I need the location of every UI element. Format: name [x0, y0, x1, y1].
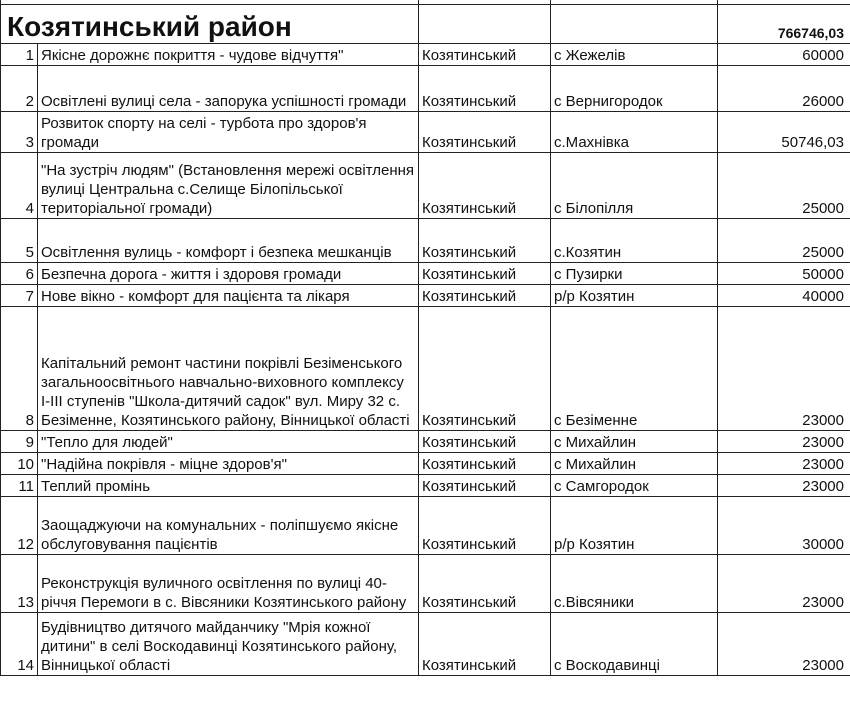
- district-title: Козятинський район: [1, 5, 419, 44]
- table-row: [1, 112, 850, 153]
- project-title: Безпечна дорога - життя і здоровя громади: [38, 263, 419, 285]
- village-name: с Вернигородок: [551, 66, 718, 112]
- table-row: [1, 475, 850, 497]
- amount: 25000: [718, 219, 850, 263]
- row-number: 7: [1, 285, 38, 307]
- village-name: с Самгородок: [551, 475, 718, 497]
- row-number: 10: [1, 453, 38, 475]
- village-name: р/р Козятин: [551, 285, 718, 307]
- table-row: [1, 497, 850, 555]
- row-number: 14: [1, 613, 38, 676]
- amount: 23000: [718, 475, 850, 497]
- amount: 23000: [718, 555, 850, 613]
- district-name: Козятинський: [419, 497, 551, 555]
- project-title: "На зустріч людям" (Встановлення мережі освітлення вулиці Центральна с.Селище Білопільської територіальної громади): [38, 153, 419, 219]
- amount: 40000: [718, 285, 850, 307]
- table-row: [1, 285, 850, 307]
- district-header-blank-2: [551, 5, 718, 44]
- amount: 60000: [718, 44, 850, 66]
- project-title: Будівництво дитячого майданчику "Мрія кожної дитини" в селі Воскодавинці Козятинського району, Вінницької області: [38, 613, 419, 676]
- amount: 23000: [718, 453, 850, 475]
- table-row: [1, 263, 850, 285]
- project-title: Реконструкція вуличного освітлення по вулиці 40-річчя Перемоги в с. Вівсяники Козятинського району: [38, 555, 419, 613]
- village-name: с.Козятин: [551, 219, 718, 263]
- amount: 50746,03: [718, 112, 850, 153]
- row-number: 3: [1, 112, 38, 153]
- amount: 23000: [718, 431, 850, 453]
- district-name: Козятинський: [419, 431, 551, 453]
- table-row: [1, 44, 850, 66]
- project-title: Якісне дорожнє покриття - чудове відчуття": [38, 44, 419, 66]
- project-title: Капітальний ремонт частини покрівлі Безіменського загальноосвітнього навчально-виховного комплексу І-ІІІ ступенів "Школа-дитячий садок" вул. Миру 32 с. Безіменне, Козятинського району, Вінницької області: [38, 307, 419, 431]
- project-title: "Надійна покрівля - міцне здоров'я": [38, 453, 419, 475]
- village-name: с.Вівсяники: [551, 555, 718, 613]
- district-name: Козятинський: [419, 555, 551, 613]
- row-number: 2: [1, 66, 38, 112]
- village-name: с Пузирки: [551, 263, 718, 285]
- district-name: Козятинський: [419, 263, 551, 285]
- project-title: Теплий промінь: [38, 475, 419, 497]
- row-number: 6: [1, 263, 38, 285]
- project-title: Заощаджуючи на комунальних - поліпшуємо якісне обслуговування пацієнтів: [38, 497, 419, 555]
- district-name: Козятинський: [419, 153, 551, 219]
- district-name: Козятинський: [419, 219, 551, 263]
- village-name: с Безіменне: [551, 307, 718, 431]
- project-title: Нове вікно - комфорт для пацієнта та лікаря: [38, 285, 419, 307]
- table-row: [1, 431, 850, 453]
- row-number: 9: [1, 431, 38, 453]
- district-header-blank-1: [419, 5, 551, 44]
- project-title: Освітлення вулиць - комфорт і безпека мешканців: [38, 219, 419, 263]
- table-row: [1, 153, 850, 219]
- project-title: "Тепло для людей": [38, 431, 419, 453]
- district-name: Козятинський: [419, 112, 551, 153]
- table-row: [1, 66, 850, 112]
- row-number: 13: [1, 555, 38, 613]
- row-number: 12: [1, 497, 38, 555]
- amount: 23000: [718, 307, 850, 431]
- district-header-row: [1, 5, 850, 44]
- district-total: 766746,03: [718, 5, 850, 44]
- district-name: Козятинський: [419, 285, 551, 307]
- table-row: [1, 307, 850, 431]
- table-row: [1, 555, 850, 613]
- row-number: 1: [1, 44, 38, 66]
- village-name: с Михайлин: [551, 453, 718, 475]
- row-number: 5: [1, 219, 38, 263]
- district-name: Козятинський: [419, 475, 551, 497]
- district-name: Козятинський: [419, 453, 551, 475]
- table-row: [1, 613, 850, 676]
- village-name: с Білопілля: [551, 153, 718, 219]
- amount: 50000: [718, 263, 850, 285]
- table-row: [1, 453, 850, 475]
- table-row: [1, 219, 850, 263]
- amount: 25000: [718, 153, 850, 219]
- project-title: Розвиток спорту на селі - турбота про здоров'я громади: [38, 112, 419, 153]
- district-name: Козятинський: [419, 66, 551, 112]
- district-name: Козятинський: [419, 44, 551, 66]
- row-number: 4: [1, 153, 38, 219]
- district-name: Козятинський: [419, 613, 551, 676]
- row-number: 11: [1, 475, 38, 497]
- district-name: Козятинський: [419, 307, 551, 431]
- project-title: Освітлені вулиці села - запорука успішності громади: [38, 66, 419, 112]
- amount: 26000: [718, 66, 850, 112]
- village-name: с Воскодавинці: [551, 613, 718, 676]
- village-name: с.Махнівка: [551, 112, 718, 153]
- village-name: с Жежелів: [551, 44, 718, 66]
- village-name: с Михайлин: [551, 431, 718, 453]
- amount: 23000: [718, 613, 850, 676]
- amount: 30000: [718, 497, 850, 555]
- village-name: р/р Козятин: [551, 497, 718, 555]
- row-number: 8: [1, 307, 38, 431]
